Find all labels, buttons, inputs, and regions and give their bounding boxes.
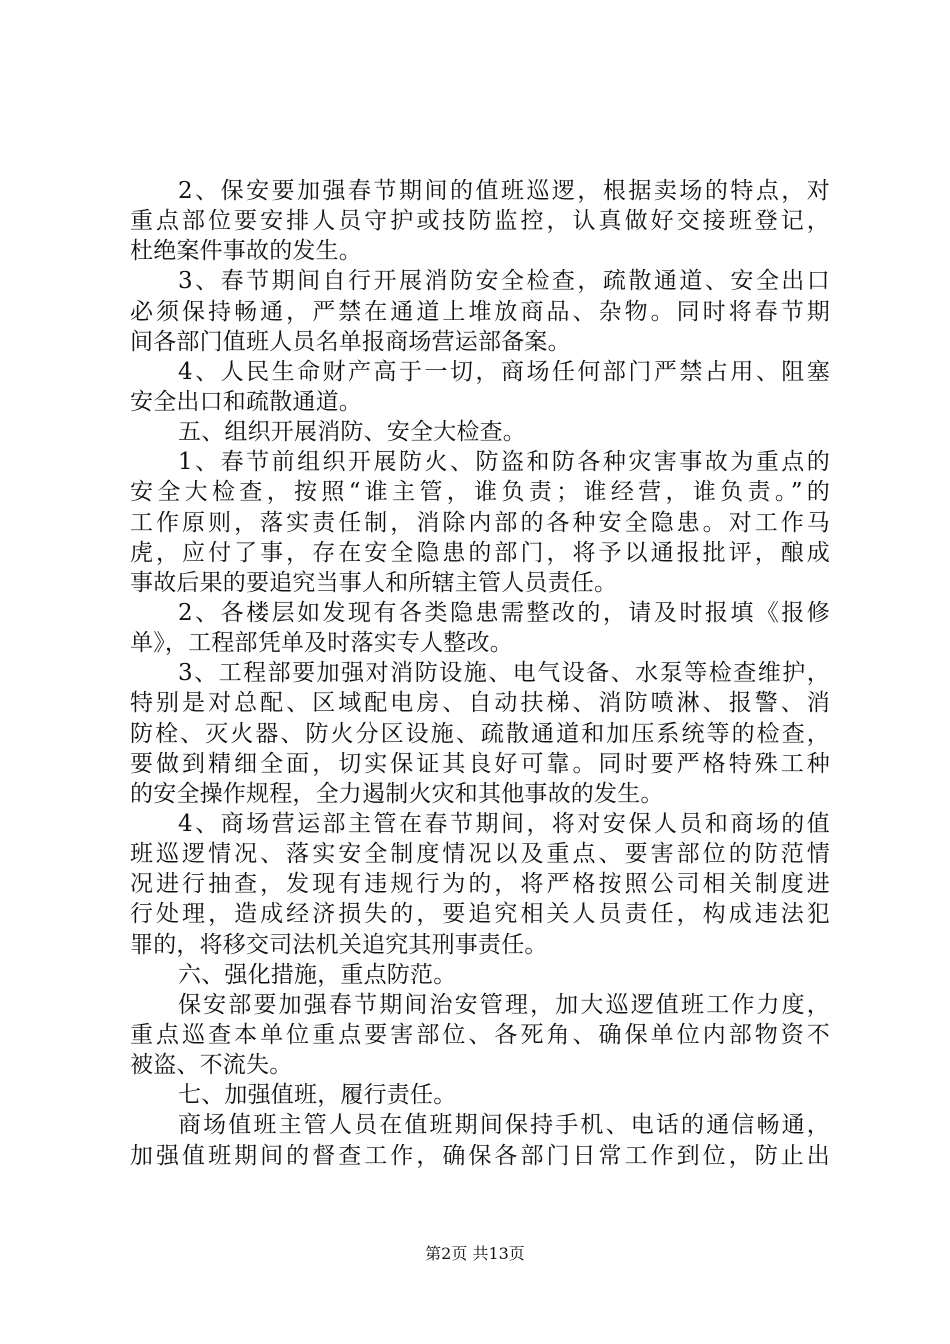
- text-line: 4、商场营运部主管在春节期间，将对安保人员和商场的值: [178, 810, 830, 837]
- page-footer: 第2页 共13页: [425, 1244, 525, 1263]
- document-body: [130, 176, 830, 1171]
- text-line: 杜绝案件事故的发生。: [130, 238, 362, 265]
- text-line: 1、春节前组织开展防火、防盗和防各种灾害事故为重点的: [178, 449, 830, 476]
- text-line: 罪的，将移交司法机关追究其刑事责任。: [130, 931, 548, 958]
- text-line: 行处理，造成经济损失的，要追究相关人员责任，构成违法犯: [130, 901, 830, 928]
- text-line: 加强值班期间的督查工作，确保各部门日常工作到位，防止出: [130, 1142, 830, 1169]
- text-line: 3、春节期间自行开展消防安全检查，疏散通道、安全出口: [178, 268, 830, 295]
- text-line: 班巡逻情况、落实安全制度情况以及重点、要害部位的防范情: [130, 841, 830, 868]
- text-line: 3、工程部要加强对消防设施、电气设备、水泵等检查维护，: [178, 660, 830, 687]
- text-line: 2、各楼层如发现有各类隐患需整改的，请及时报填《报修: [178, 599, 830, 626]
- text-line: 虎，应付了事，存在安全隐患的部门，将予以通报批评，酿成: [130, 539, 830, 566]
- text-line: 2、保安要加强春节期间的值班巡逻，根据卖场的特点，对: [178, 178, 830, 204]
- text-line: 安全大检查，按照“谁主管，谁负责；谁经营，谁负责。”的: [130, 479, 830, 506]
- text-line: 况进行抽查，发现有违规行为的，将严格按照公司相关制度进: [130, 871, 830, 898]
- text-line: 六、强化措施，重点防范。: [178, 961, 457, 988]
- text-line: 商场值班主管人员在值班期间保持手机、电话的通信畅通，: [178, 1112, 830, 1139]
- text-line: 工作原则，落实责任制，消除内部的各种安全隐患。对工作马: [130, 509, 830, 536]
- text-line: 特别是对总配、区域配电房、自动扶梯、消防喷淋、报警、消: [130, 690, 830, 717]
- text-line: 重点巡查本单位重点要害部位、各死角、确保单位内部物资不: [130, 1021, 830, 1048]
- text-line: 七、加强值班，履行责任。: [178, 1082, 457, 1109]
- text-line: 五、组织开展消防、安全大检查。: [178, 419, 526, 446]
- text-line: 保安部要加强春节期间治安管理，加大巡逻值班工作力度，: [178, 991, 830, 1018]
- text-line: 4、人民生命财产高于一切，商场任何部门严禁占用、阻塞: [178, 358, 830, 385]
- text-line: 单》，工程部凭单及时落实专人整改。: [130, 630, 513, 657]
- text-line: 事故后果的要追究当事人和所辖主管人员责任。: [130, 569, 618, 596]
- text-line: 的安全操作规程，全力遏制火灾和其他事故的发生。: [130, 780, 664, 807]
- text-line: 防栓、灭火器、防火分区设施、疏散通道和加压系统等的检查，: [130, 720, 830, 747]
- text-line: 间各部门值班人员名单报商场营运部备案。: [130, 328, 571, 355]
- text-line: 要做到精细全面，切实保证其良好可靠。同时要严格特殊工种: [130, 750, 830, 777]
- text-line: 被盗、不流失。: [130, 1052, 293, 1079]
- text-line: 必须保持畅通，严禁在通道上堆放商品、杂物。同时将春节期: [130, 298, 830, 325]
- text-line: 重点部位要安排人员守护或技防监控，认真做好交接班登记，: [130, 208, 830, 235]
- text-line: 安全出口和疏散通道。: [130, 388, 362, 415]
